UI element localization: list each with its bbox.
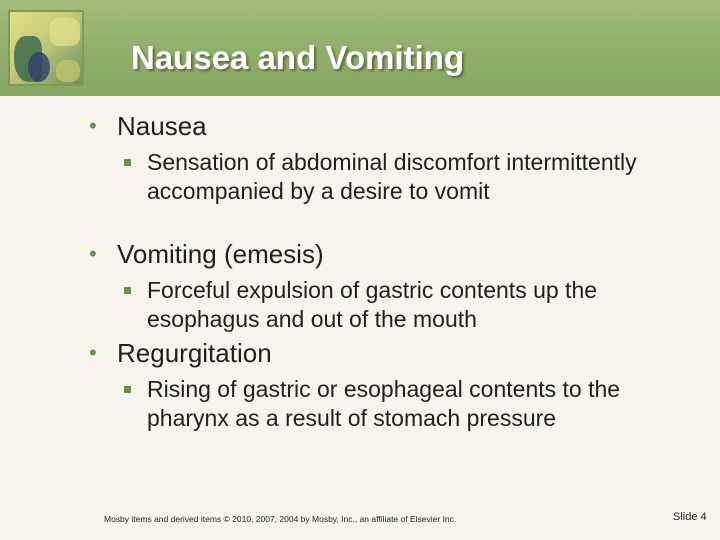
bullet-label: Nausea <box>117 111 207 141</box>
bullet-dot-icon: • <box>89 241 97 266</box>
sub-bullet-text: Sensation of abdominal discomfort intermittently accompanied by a desire to vomit <box>147 149 637 204</box>
square-bullet-icon <box>124 287 131 294</box>
sub-bullet-text: Forceful expulsion of gastric contents up the esophagus and out of the mouth <box>147 277 598 332</box>
slide-header-band <box>0 0 720 96</box>
sub-bullet-text: Rising of gastric or esophageal contents to the pharynx as a result of stomach pressure <box>147 376 621 431</box>
square-bullet-icon <box>124 386 131 393</box>
header-artwork-image <box>8 10 84 86</box>
bullet-label: Regurgitation <box>117 338 272 368</box>
bullet-dot-icon: • <box>89 340 97 365</box>
copyright-notice: Mosby items and derived items © 2010, 2007, 2004 by Mosby, Inc., an affiliate of Elsevier Inc. <box>104 514 457 524</box>
slide-title: Nausea and Vomiting <box>131 39 465 76</box>
bullet-dot-icon: • <box>89 113 97 138</box>
slide-number: Slide 4 <box>673 511 707 523</box>
square-bullet-icon <box>124 159 131 166</box>
bullet-label: Vomiting (emesis) <box>117 239 324 269</box>
